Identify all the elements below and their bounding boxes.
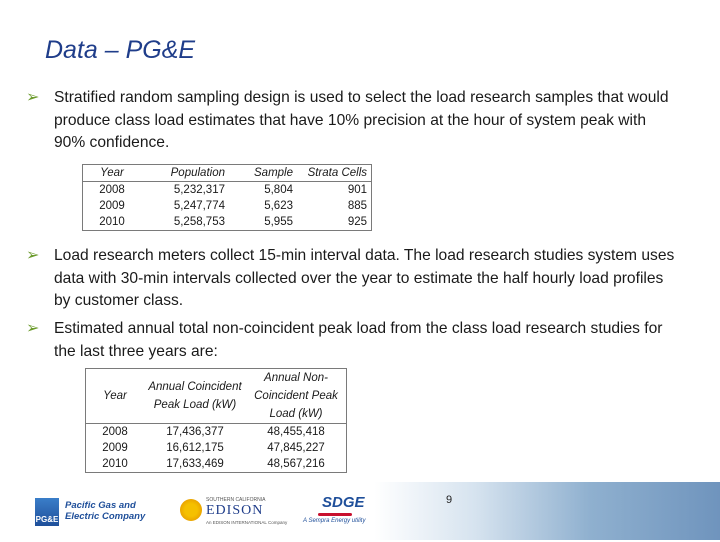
table-cell: 5,955	[264, 216, 293, 228]
pge-logo	[35, 496, 150, 528]
table-cell: 2009	[99, 200, 125, 212]
sce-logo-name: EDISON	[206, 503, 264, 518]
sce-logo-tag: An EDISON INTERNATIONAL Company	[206, 520, 288, 525]
table-cell: 5,623	[264, 200, 293, 212]
arrow-bullet-icon: ➢	[26, 247, 40, 264]
bullet-text: Estimated annual total non-coincident peak load from the class load research studies for the last three years are:	[54, 320, 663, 360]
column-header: Sample	[229, 165, 297, 182]
sce-logo-top: SOUTHERN CALIFORNIA	[206, 497, 266, 503]
sdge-logo	[300, 494, 380, 530]
table-row	[83, 182, 372, 199]
table-cell: 16,612,175	[166, 442, 224, 454]
bullet-peak-load	[26, 318, 676, 363]
table-cell: 885	[347, 200, 367, 212]
bullet-meters	[26, 245, 676, 313]
bullet-text: Stratified random sampling design is used to select the load research samples that would produce class load estimates that have 10% precision at the hour of system peak with 90% confidence.	[54, 89, 669, 151]
table-cell: 2008	[102, 426, 128, 438]
peak-load-table	[85, 368, 347, 473]
table-cell: 2009	[102, 442, 128, 454]
table-cell: 2008	[99, 184, 125, 196]
table-cell: 5,247,774	[173, 200, 225, 212]
pge-logo-mark-icon: PG&E	[35, 498, 59, 526]
column-header: Annual Non-Coincident Peak Load (kW)	[246, 369, 347, 424]
table-cell: 48,567,216	[267, 458, 325, 470]
arrow-bullet-icon: ➢	[26, 89, 40, 106]
table-cell: 17,633,469	[166, 458, 224, 470]
sce-logo	[180, 496, 288, 528]
sdge-logo-name: SDGE	[322, 494, 365, 511]
table-cell: 5,804	[264, 184, 293, 196]
table-cell: 925	[347, 216, 367, 228]
pge-logo-text: Pacific Gas and Electric Company	[65, 500, 146, 522]
column-header: Strata Cells	[297, 165, 372, 182]
table-cell: 2010	[102, 458, 128, 470]
column-header: Annual Coincident Peak Load (kW)	[144, 369, 246, 424]
table-cell: 47,845,227	[267, 442, 325, 454]
sdge-logo-sub: A Sempra Energy utility	[303, 518, 366, 524]
sample-table	[82, 164, 372, 231]
bullet-sampling-design	[26, 87, 676, 155]
table-cell: 2010	[99, 216, 125, 228]
slide-title: Data – PG&E	[45, 36, 196, 64]
table-cell: 17,436,377	[166, 426, 224, 438]
column-header: Year	[86, 369, 145, 424]
arrow-bullet-icon: ➢	[26, 320, 40, 337]
sdge-swoosh-icon	[318, 513, 352, 516]
bullet-text: Load research meters collect 15-min interval data. The load research studies system uses data with 30-min intervals collected over the year to estimate the half hourly load profiles by customer class.	[54, 247, 675, 309]
table-row	[86, 456, 347, 473]
page-number: 9	[446, 494, 453, 506]
table-cell: 5,232,317	[173, 184, 225, 196]
table-cell: 5,258,753	[173, 216, 225, 228]
table-header-row	[83, 165, 372, 182]
column-header: Population	[141, 165, 229, 182]
table-cell: 48,455,418	[267, 426, 325, 438]
sun-icon	[180, 499, 202, 521]
table-header-row	[86, 369, 347, 424]
table-row	[83, 198, 372, 214]
table-row	[86, 440, 347, 456]
table-row	[83, 214, 372, 231]
column-header: Year	[83, 165, 142, 182]
table-row	[86, 424, 347, 441]
table-cell: 901	[347, 184, 367, 196]
